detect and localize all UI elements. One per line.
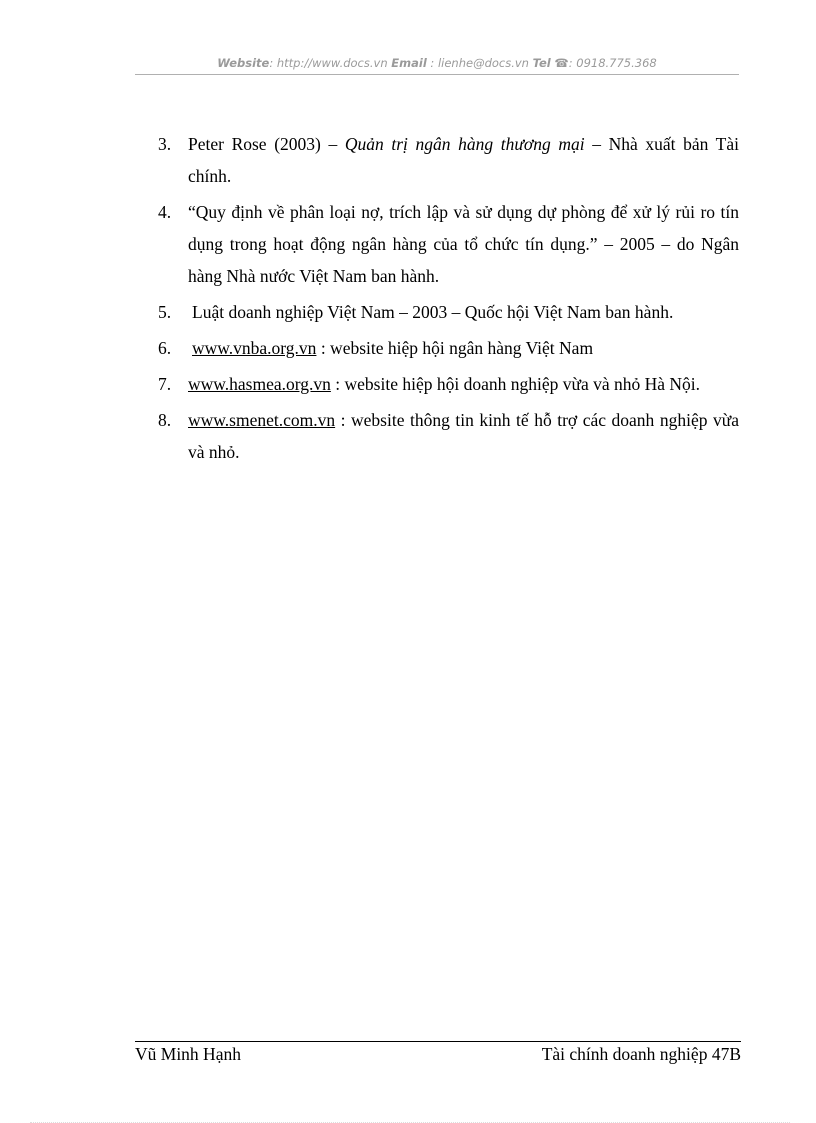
reference-author: Peter Rose (2003) – bbox=[188, 134, 345, 154]
footer-divider bbox=[135, 1041, 741, 1042]
website-label: Website bbox=[217, 56, 270, 70]
email-value: : lienhe@docs.vn bbox=[426, 56, 529, 70]
reference-item-4 bbox=[158, 196, 739, 292]
page-footer bbox=[135, 1044, 741, 1065]
reference-number: 7. bbox=[158, 374, 172, 394]
page-header bbox=[135, 56, 739, 70]
vnba-link[interactable]: www.vnba.org.vn bbox=[192, 338, 317, 358]
reference-number: 4. bbox=[158, 202, 172, 222]
reference-description: : website thông tin kinh tế hỗ trợ các doanh nghiệp vừa và nhỏ. bbox=[188, 410, 739, 462]
reference-list bbox=[158, 128, 739, 472]
reference-text: “Quy định về phân loại nợ, trích lập và sử dụng dự phòng để xử lý rủi ro tín dụng trong hoạt động ngân hàng của tổ chức tín dụng.” – 2005 – do Ngân hàng Nhà nước Việt Nam ban hành. bbox=[188, 202, 739, 286]
reference-item-6 bbox=[158, 332, 739, 364]
footer-author: Vũ Minh Hạnh bbox=[135, 1044, 241, 1064]
reference-number: 6. bbox=[158, 338, 172, 358]
email-label: Email bbox=[391, 56, 427, 70]
reference-number: 5. bbox=[158, 302, 172, 322]
reference-publisher: – Nhà xuất bản Tài chính. bbox=[188, 134, 740, 186]
footer-class: Tài chính doanh nghiệp 47B bbox=[541, 1044, 741, 1064]
smenet-link[interactable]: www.smenet.com.vn bbox=[188, 410, 336, 430]
reference-item-7 bbox=[158, 368, 739, 400]
reference-description: : website hiệp hội doanh nghiệp vừa và nhỏ Hà Nội. bbox=[330, 374, 701, 394]
reference-text: Luật doanh nghiệp Việt Nam – 2003 – Quốc hội Việt Nam ban hành. bbox=[192, 302, 674, 322]
tel-value: : 0918.775.368 bbox=[568, 56, 657, 70]
reference-number: 3. bbox=[158, 134, 172, 154]
reference-item-3 bbox=[158, 128, 739, 192]
reference-item-8 bbox=[158, 404, 739, 468]
hasmea-link[interactable]: www.hasmea.org.vn bbox=[188, 374, 331, 394]
website-value: : http://www.docs.vn bbox=[269, 56, 388, 70]
reference-item-5 bbox=[158, 296, 739, 328]
reference-description: : website hiệp hội ngân hàng Việt Nam bbox=[316, 338, 594, 358]
reference-title: Quản trị ngân hàng thương mại bbox=[344, 134, 585, 154]
reference-number: 8. bbox=[158, 410, 172, 430]
tel-label: Tel bbox=[532, 56, 551, 70]
phone-icon: ☎ bbox=[554, 56, 569, 70]
header-divider bbox=[135, 74, 739, 75]
